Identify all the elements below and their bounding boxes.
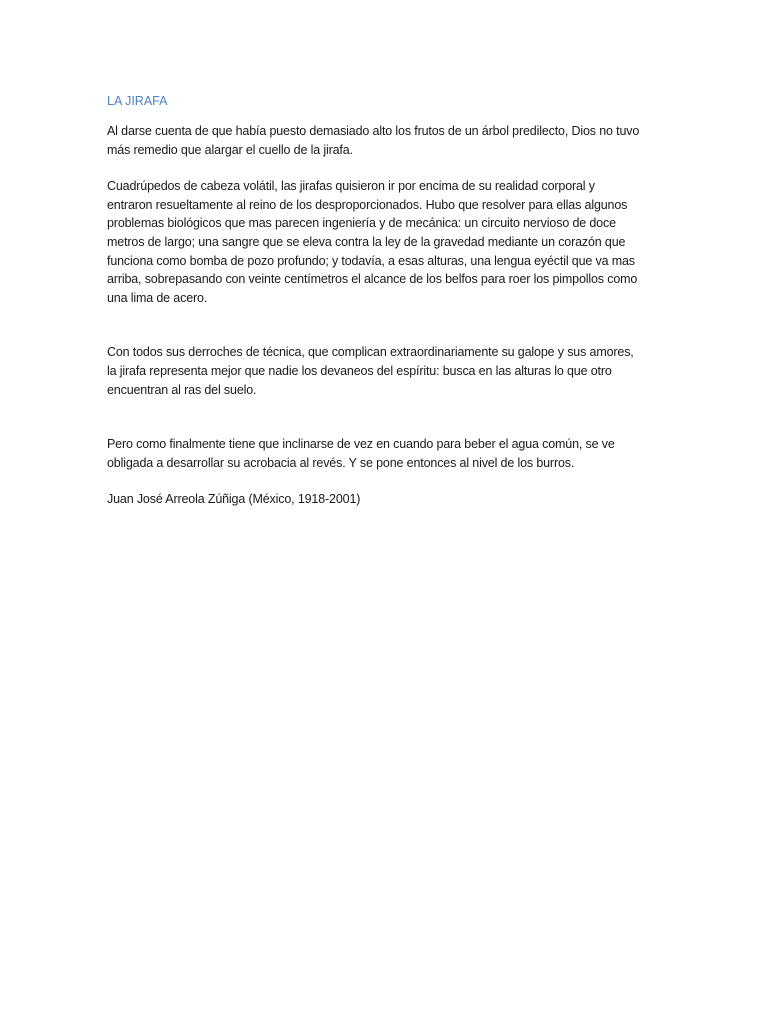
paragraph-4 — [107, 435, 667, 472]
paragraph-line: obligada a desarrollar su acrobacia al revés. Y se pone entonces al nivel de los burros. — [107, 455, 575, 470]
paragraph-line: encuentran al ras del suelo. — [107, 382, 257, 397]
paragraph-1 — [107, 122, 667, 159]
paragraph-line: metros de largo; una sangre que se eleva contra la ley de la gravedad mediante un corazón que — [107, 234, 626, 249]
paragraph-line: Cuadrúpedos de cabeza volátil, las jirafas quisieron ir por encima de su realidad corporal y — [107, 179, 595, 194]
paragraph-line: Con todos sus derroches de técnica, que complican extraordinariamente su galope y sus amores, — [107, 345, 634, 360]
paragraph-line: Pero como finalmente tiene que inclinarse de vez en cuando para beber el agua común, se ve — [107, 437, 615, 452]
paragraph-line: entraron resueltamente al reino de los desproporcionados. Hubo que resolver para ellas algunos — [107, 197, 628, 212]
document-page — [107, 92, 667, 509]
paragraph-line: la jirafa representa mejor que nadie los devaneos del espíritu: busca en las alturas lo que otro — [107, 363, 612, 378]
paragraph-line: problemas biológicos que mas parecen ingeniería y de mecánica: un circuito nervioso de doce — [107, 216, 616, 231]
paragraph-line: más remedio que alargar el cuello de la jirafa. — [107, 142, 353, 157]
author-line: Juan José Arreola Zúñiga (México, 1918-2001) — [107, 492, 361, 507]
paragraph-line: funciona como bomba de pozo profundo; y todavía, a esas alturas, una lengua eyéctil que va mas — [107, 253, 635, 268]
paragraph-line: Al darse cuenta de que había puesto demasiado alto los frutos de un árbol predilecto, Dios no tuvo — [107, 124, 640, 138]
paragraph-3 — [107, 343, 667, 399]
paragraph-2 — [107, 177, 667, 307]
document-title: LA JIRAFA — [107, 94, 168, 108]
paragraph-line: una lima de acero. — [107, 290, 208, 305]
paragraph-line: arriba, sobrepasando con veinte centímetros el alcance de los belfos para roer los pimpollos como — [107, 272, 638, 287]
